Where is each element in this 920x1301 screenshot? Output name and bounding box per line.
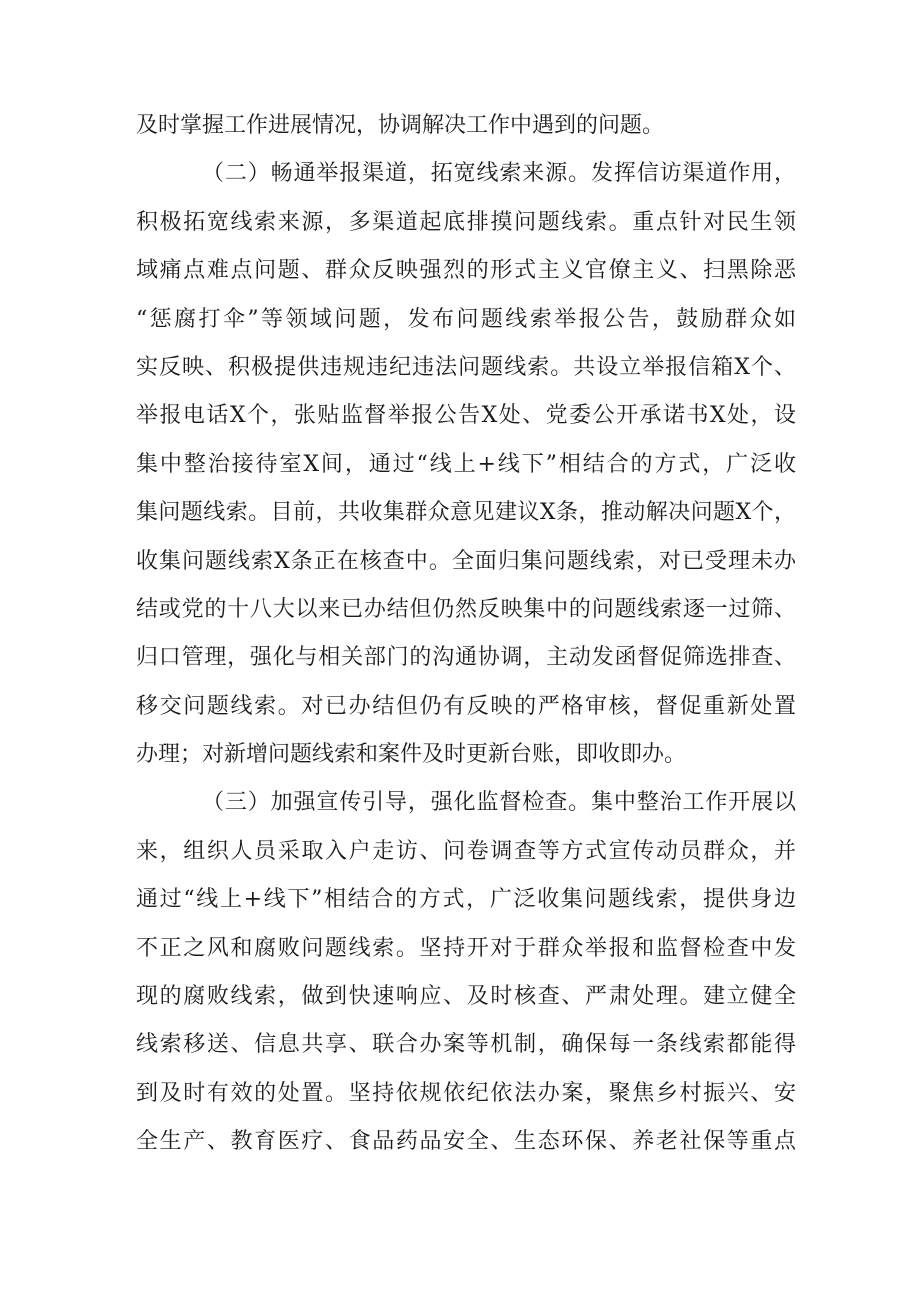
text-line: 办理；对新增问题线索和案件及时更新台账，即收即办。 [136, 742, 687, 768]
text-line: 到及时有效的处置。坚持依规依纪依法办案，聚焦乡村振兴、安 [136, 1080, 796, 1106]
text-line: 结或党的十八大以来已办结但仍然反映集中的问题线索逐一过筛、 [136, 596, 796, 622]
text-line: 集中整治接待室X间，通过“线上+线下”相结合的方式，广泛收 [136, 451, 796, 477]
text-line: 集问题线索。目前，共收集群众意见建议X条，推动解决问题X个， [136, 500, 796, 526]
text-line: 全生产、教育医疗、食品药品安全、生态环保、养老社保等重点 [136, 1129, 796, 1155]
text-line: 域痛点难点问题、群众反映强烈的形式主义官僚主义、扫黑除恶 [136, 258, 796, 284]
text-line: 不正之风和腐败问题线索。坚持开对于群众举报和监督检查中发 [136, 935, 796, 961]
text-line: 通过“线上+线下”相结合的方式，广泛收集问题线索，提供身边 [136, 887, 796, 913]
text-line: “惩腐打伞”等领域问题，发布问题线索举报公告，鼓励群众如 [136, 306, 796, 332]
text-line: 来，组织人员采取入户走访、问卷调查等方式宣传动员群众，并 [136, 838, 796, 864]
section-heading-line: （三）加强宣传引导，强化监督检查。集中整治工作开展以 [202, 790, 796, 816]
text-line: 移交问题线索。对已办结但仍有反映的严格审核，督促重新处置 [136, 693, 796, 719]
text-line: 归口管理，强化与相关部门的沟通协调，主动发函督促筛选排查、 [136, 645, 796, 671]
text-line: 积极拓宽线索来源，多渠道起底排摸问题线索。重点针对民生领 [136, 209, 796, 235]
body-text [136, 102, 796, 1167]
text-line: 实反映、积极提供违规违纪违法问题线索。共设立举报信箱X个、 [136, 354, 796, 380]
text-line: 现的腐败线索，做到快速响应、及时核查、严肃处理。建立健全 [136, 984, 796, 1010]
text-line: 及时掌握工作进展情况，协调解决工作中遇到的问题。 [136, 113, 665, 138]
section-heading-line: （二）畅通举报渠道，拓宽线索来源。发挥信访渠道作用， [202, 161, 796, 187]
text-line: 线索移送、信息共享、联合办案等机制，确保每一条线索都能得 [136, 1032, 796, 1058]
text-line: 举报电话X个，张贴监督举报公告X处、党委公开承诺书X处，设 [136, 403, 796, 429]
text-line: 收集问题线索X条正在核查中。全面归集问题线索，对已受理未办 [136, 548, 796, 574]
